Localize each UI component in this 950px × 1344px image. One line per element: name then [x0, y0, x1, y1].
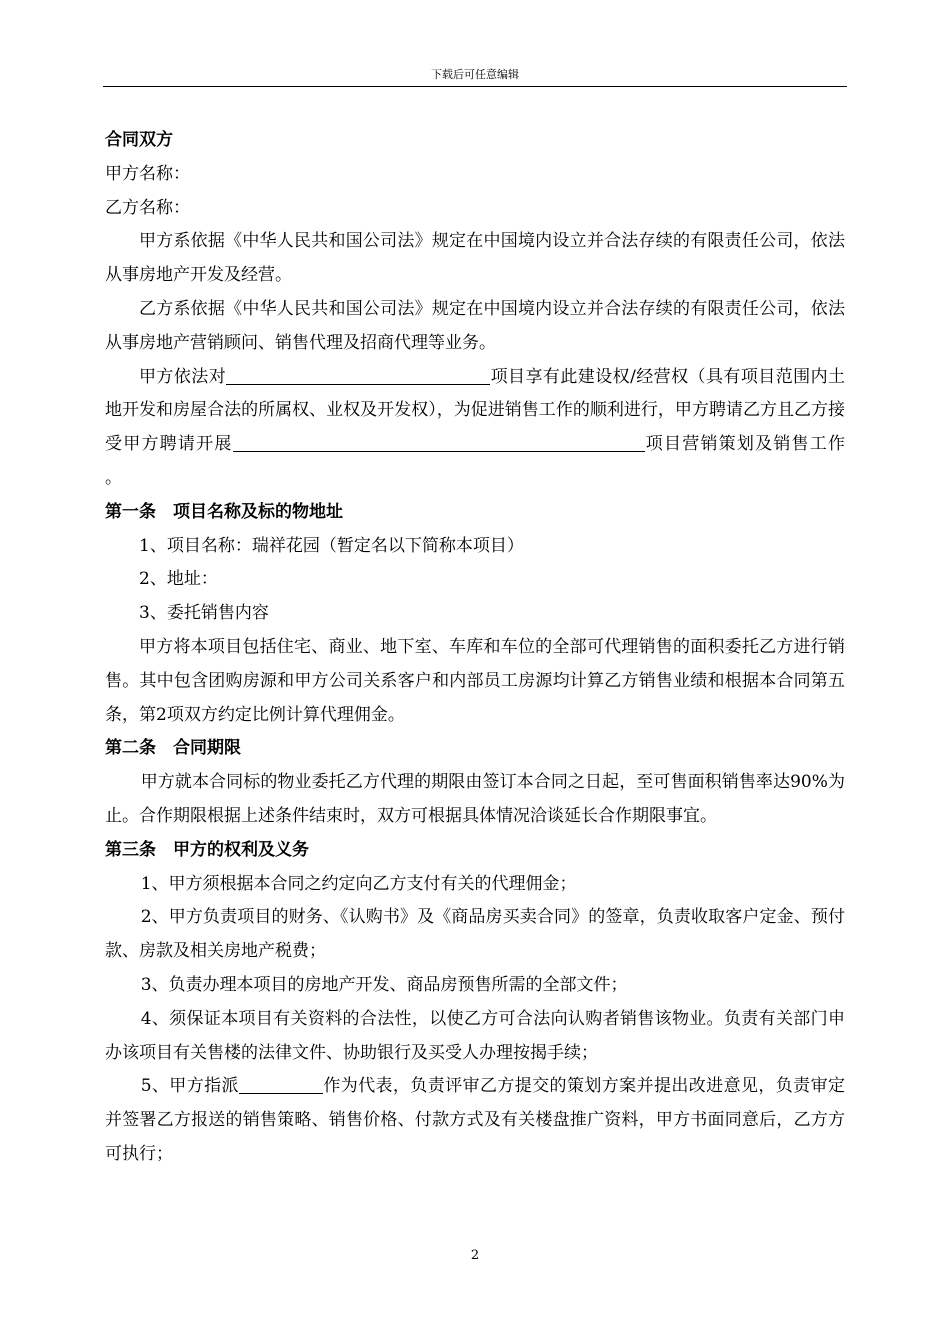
- intro-paragraph-3: [105, 361, 845, 496]
- article-1-body: 甲方将本项目包括住宅、商业、地下室、车库和车位的全部可代理销售的面积委托乙方进行销售。其中包含团购房源和甲方公司关系客户和内部员工房源均计算乙方销售业绩和根据本合同第五条，第2项双方约定比例计算代理佣金。: [105, 636, 845, 725]
- service-scope-blank: [233, 431, 645, 452]
- intro-p3-text-b: 项目享有此建设权/经营权（具有项目范围内土地开发和房屋合法的所属权、业权及开发权），为促进销售工作的顺利进行，甲方聘请乙方且乙方接受甲方聘请开展: [105, 366, 845, 455]
- article-1-item-1: 1、项目名称：瑞祥花园（暂定名以下简称本项目）: [139, 535, 524, 556]
- article-3-item-5: [105, 1070, 845, 1171]
- page-header: 下载后可任意编辑: [431, 68, 519, 81]
- page-number: 2: [470, 1248, 480, 1263]
- article-2-heading: 第二条 合同期限: [105, 738, 241, 759]
- article-3-item-3: 3、负责办理本项目的房地产开发、商品房预售所需的全部文件；: [140, 974, 628, 995]
- intro-paragraph-1: 甲方系依据《中华人民共和国公司法》规定在中国境内设立并合法存续的有限责任公司，依法从事房地产开发及经营。: [105, 231, 845, 286]
- intro-p3-text-c: 项目营销策划及销售工作 。: [105, 434, 846, 488]
- article-1-item-3: 3、委托销售内容: [139, 603, 269, 624]
- article-3-item-4: 4、须保证本项目有关资料的合法性，以使乙方可合法向认购者销售该物业。负责有关部门申办该项目有关售楼的法律文件、协助银行及买受人办理按揭手续；: [105, 1008, 845, 1063]
- article-3-item-5-text-b: 作为代表，负责评审乙方提交的策划方案并提出改进意见，负责审定并签署乙方报送的销售策略、销售价格、付款方式及有关楼盘推广资料，甲方书面同意后，乙方方可执行；: [105, 1076, 845, 1164]
- article-3-item-1: 1、甲方须根据本合同之约定向乙方支付有关的代理佣金；: [140, 873, 577, 894]
- article-3-heading: 第三条 甲方的权利及义务: [105, 839, 309, 860]
- article-3-item-2: 2、甲方负责项目的财务、《认购书》及《商品房买卖合同》的签章，负责收取客户定金、预付款、房款及相关房地产税费；: [105, 907, 845, 962]
- article-1-heading: 第一条 项目名称及标的物地址: [105, 501, 343, 522]
- article-3-item-5-text-a: 5、甲方指派: [140, 1076, 239, 1097]
- representative-blank: [239, 1073, 323, 1094]
- contract-body: [105, 124, 845, 1172]
- article-1-item-2: 2、地址：: [139, 569, 218, 590]
- party-a-name: 甲方名称：: [105, 163, 190, 184]
- parties-heading: 合同双方: [105, 130, 173, 150]
- intro-paragraph-2: 乙方系依据《中华人民共和国公司法》规定在中国境内设立并合法存续的有限责任公司，依法从事房地产营销顾问、销售代理及招商代理等业务。: [105, 298, 845, 353]
- article-2-body: 甲方就本合同标的物业委托乙方代理的期限由签订本合同之日起，至可售面积销售率达90%为止。合作期限根据上述条件结束时，双方可根据具体情况洽谈延长合作期限事宜。: [105, 772, 845, 826]
- header-rule: [103, 86, 847, 87]
- intro-p3-text-a: 甲方依法对: [139, 366, 227, 387]
- party-b-name: 乙方名称：: [105, 197, 190, 218]
- project-name-blank: [226, 364, 490, 385]
